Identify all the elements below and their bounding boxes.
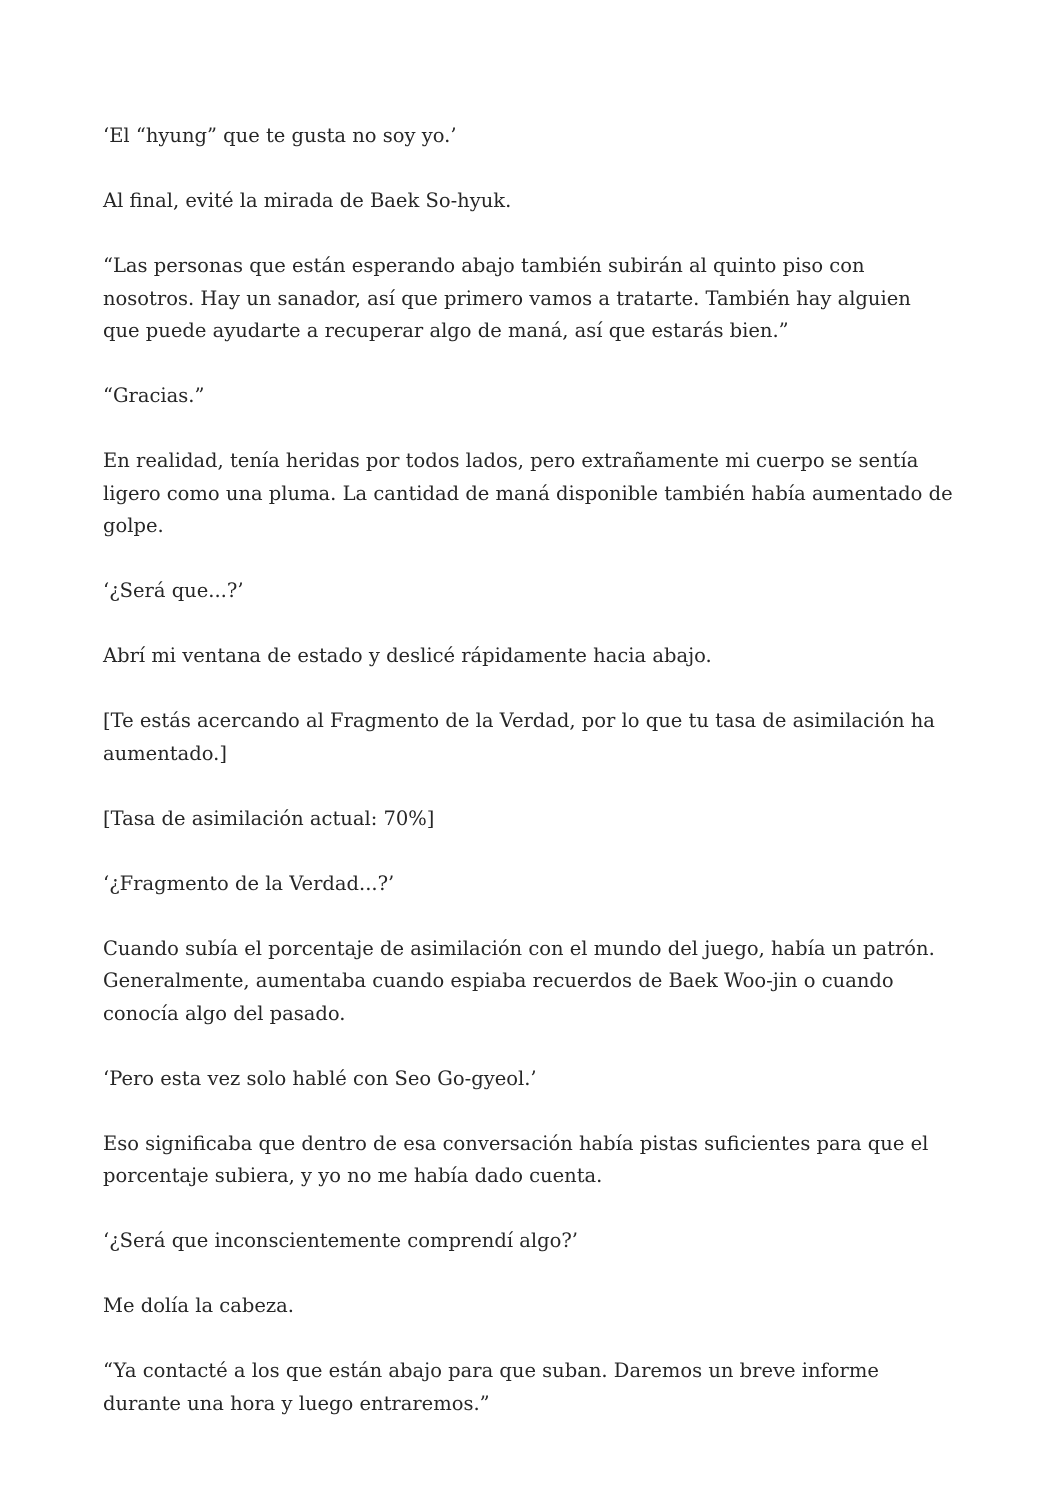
paragraph: En realidad, tenía heridas por todos lados, pero extrañamente mi cuerpo se sentía ligero como una pluma. La cantidad de maná disponible también había aumentado de golpe.: [103, 449, 953, 537]
paragraph: Cuando subía el porcentaje de asimilación con el mundo del juego, había un patrón. Generalmente, aumentaba cuando espiaba recuerdos de Baek Woo-jin o cuando conocía algo del pasado.: [103, 936, 935, 1025]
document-body: [103, 120, 953, 1453]
paragraph: ‘El “hyung” que te gusta no soy yo.’: [103, 124, 457, 147]
paragraph: ‘¿Será que inconscientemente comprendí algo?’: [103, 1229, 579, 1252]
paragraph: [Tasa de asimilación actual: 70%]: [103, 806, 435, 830]
paragraph: ‘¿Será que...?’: [103, 579, 244, 602]
paragraph: Al final, evité la mirada de Baek So-hyuk.: [103, 189, 512, 212]
paragraph: Me dolía la cabeza.: [103, 1294, 294, 1317]
paragraph: “Las personas que están esperando abajo también subirán al quinto piso con nosotros. Hay un sanador, así que primero vamos a tratarte. También hay alguien que puede ayudarte a recuperar algo de maná, así que estarás bien.”: [103, 254, 911, 342]
paragraph: “Ya contacté a los que están abajo para que suban. Daremos un breve informe durante una hora y luego entraremos.”: [103, 1359, 879, 1415]
paragraph: ‘Pero esta vez solo hablé con Seo Go-gyeol.’: [103, 1066, 537, 1090]
paragraph: ‘¿Fragmento de la Verdad...?’: [103, 871, 395, 895]
paragraph: [Te estás acercando al Fragmento de la Verdad, por lo que tu tasa de asimilación ha aumentado.]: [103, 709, 935, 765]
paragraph: Abrí mi ventana de estado y deslicé rápidamente hacia abajo.: [103, 644, 712, 667]
paragraph: Eso significaba que dentro de esa conversación había pistas suficientes para que el porcentaje subiera, y yo no me había dado cuenta.: [103, 1131, 929, 1187]
paragraph: “Gracias.”: [103, 384, 205, 407]
